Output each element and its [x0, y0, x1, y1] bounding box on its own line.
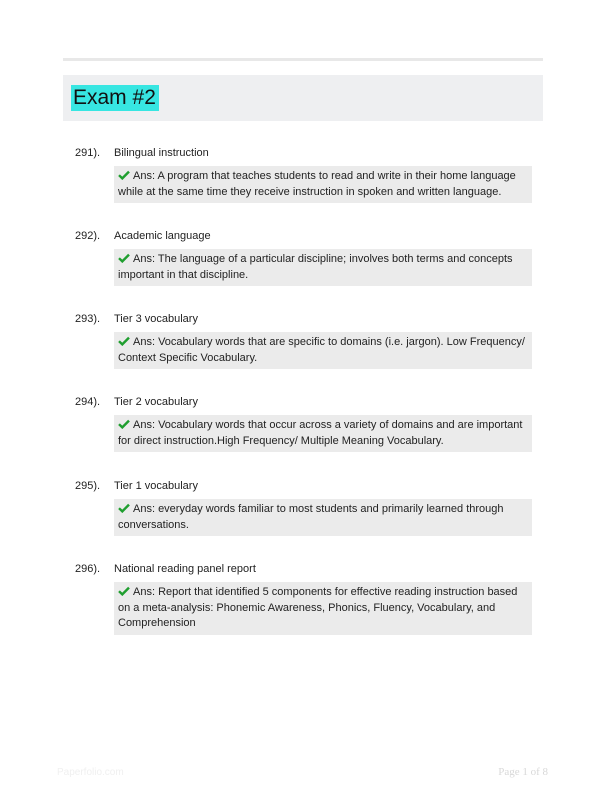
question-row — [75, 146, 535, 166]
answer-text: Ans: The language of a particular discipline; involves both terms and concepts important in that discipline. — [118, 253, 513, 281]
qa-item — [75, 479, 535, 536]
checkmark-icon — [118, 419, 130, 429]
footer-watermark: Paperfolio.com — [57, 767, 124, 778]
question-number: 291). — [75, 147, 101, 159]
question-text: Bilingual instruction — [114, 147, 209, 159]
checkmark-icon — [118, 170, 130, 180]
answer-box — [114, 166, 532, 203]
question-row — [75, 395, 535, 415]
question-row — [75, 562, 535, 582]
question-number: 295). — [75, 480, 101, 492]
answer-text: Ans: Vocabulary words that are specific to domains (i.e. jargon). Low Frequency/ Context Specific Vocabulary. — [118, 336, 525, 364]
question-row — [75, 229, 535, 249]
qa-item — [75, 146, 535, 203]
qa-item — [75, 229, 535, 286]
question-number: 296). — [75, 563, 101, 575]
qa-item — [75, 562, 535, 635]
answer-box — [114, 499, 532, 536]
qa-item — [75, 312, 535, 369]
question-row — [75, 312, 535, 332]
qa-item — [75, 395, 535, 452]
answer-text: Ans: Report that identified 5 components for effective reading instruction based on a meta-analysis: Phonemic Awareness, Phonics, Fluency, Vocabulary, and Comprehension — [118, 586, 518, 629]
answer-box — [114, 582, 532, 635]
answer-text: Ans: Vocabulary words that occur across a variety of domains and are important for direct instruction.High Frequency/ Multiple Meaning Vocabulary. — [118, 419, 523, 447]
answer-text: Ans: everyday words familiar to most students and primarily learned through conversations. — [118, 503, 504, 531]
question-text: Tier 3 vocabulary — [114, 313, 198, 325]
checkmark-icon — [118, 503, 130, 513]
checkmark-icon — [118, 336, 130, 346]
page-title: Exam #2 — [71, 85, 159, 111]
question-number: 294). — [75, 396, 101, 408]
title-banner — [63, 75, 543, 121]
question-row — [75, 479, 535, 499]
question-number: 292). — [75, 230, 101, 242]
top-divider — [63, 58, 543, 61]
checkmark-icon — [118, 586, 130, 596]
checkmark-icon — [118, 253, 130, 263]
question-text: Tier 1 vocabulary — [114, 480, 198, 492]
question-text: National reading panel report — [114, 563, 256, 575]
question-number: 293). — [75, 313, 101, 325]
answer-box — [114, 249, 532, 286]
answer-box — [114, 332, 532, 369]
page-number: Page 1 of 8 — [498, 766, 548, 778]
answer-box — [114, 415, 532, 452]
question-text: Tier 2 vocabulary — [114, 396, 198, 408]
question-text: Academic language — [114, 230, 211, 242]
answer-text: Ans: A program that teaches students to read and write in their home language while at the same time they receive instruction in spoken and written language. — [118, 170, 516, 198]
